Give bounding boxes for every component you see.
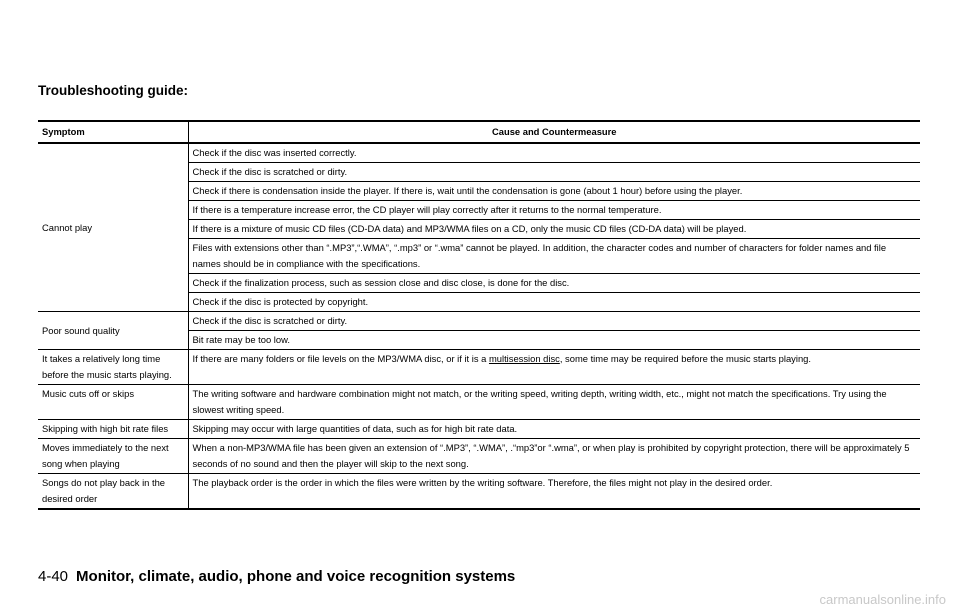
symptom-cell: Songs do not play back in the desired order	[38, 474, 188, 510]
symptom-cell: Cannot play	[38, 143, 188, 312]
table-row	[38, 350, 920, 385]
table-row	[38, 143, 920, 163]
header-symptom: Symptom	[38, 121, 188, 143]
header-cause: Cause and Countermeasure	[188, 121, 920, 143]
cause-cell	[188, 350, 920, 385]
cause-cell: Check if the disc is scratched or dirty.	[188, 312, 920, 331]
cause-text: , some time may be required before the music starts playing.	[559, 353, 811, 364]
cause-cell: If there is a temperature increase error, the CD player will play correctly after it returns to the normal temperature.	[188, 201, 920, 220]
cause-cell: When a non-MP3/WMA file has been given an extension of “.MP3”, “.WMA”, .“mp3”or “.wma”, or when play is prohibited by copyright protection, there will be approximately 5 seconds of no sound and then the player will skip to the next song.	[188, 439, 920, 474]
cause-cell: Check if the disc was inserted correctly.	[188, 143, 920, 163]
table-row	[38, 385, 920, 420]
table-header-row	[38, 121, 920, 143]
cause-cell: Files with extensions other than “.MP3”,“.WMA”, “.mp3” or “.wma” cannot be played. In addition, the character codes and number of characters for folder names and file names should be in compliance with the specifications.	[188, 239, 920, 274]
table-row	[38, 312, 920, 331]
cause-cell: The playback order is the order in which the files were written by the writing software. Therefore, the files might not play in the desired order.	[188, 474, 920, 510]
table-row	[38, 439, 920, 474]
cause-cell: Check if there is condensation inside the player. If there is, wait until the condensation is gone (about 1 hour) before using the player.	[188, 182, 920, 201]
watermark: carmanualsonline.info	[819, 592, 946, 607]
cause-cell: Bit rate may be too low.	[188, 331, 920, 350]
symptom-cell: Poor sound quality	[38, 312, 188, 350]
symptom-cell: Moves immediately to the next song when playing	[38, 439, 188, 474]
symptom-cell: Skipping with high bit rate files	[38, 420, 188, 439]
page-number: 4-40	[38, 568, 69, 585]
cause-text: If there are many folders or file levels on the MP3/WMA disc, or if it is a	[192, 353, 489, 364]
symptom-cell: Music cuts off or skips	[38, 385, 188, 420]
troubleshooting-table	[38, 120, 920, 510]
page-footer	[38, 568, 515, 585]
symptom-cell: It takes a relatively long time before the music starts playing.	[38, 350, 188, 385]
chapter-title: Monitor, climate, audio, phone and voice recognition systems	[76, 568, 516, 585]
multisession-disc-link[interactable]: multisession disc	[488, 353, 560, 364]
cause-cell: The writing software and hardware combination might not match, or the writing speed, writing depth, writing width, etc., might not match the specifications. Try using the slowest writing speed.	[188, 385, 920, 420]
cause-cell: Skipping may occur with large quantities of data, such as for high bit rate data.	[188, 420, 920, 439]
table-row	[38, 420, 920, 439]
cause-cell: Check if the finalization process, such as session close and disc close, is done for the disc.	[188, 274, 920, 293]
cause-cell: Check if the disc is protected by copyright.	[188, 293, 920, 312]
table-row	[38, 474, 920, 510]
cause-cell: If there is a mixture of music CD files (CD-DA data) and MP3/WMA files on a CD, only the music CD files (CD-DA data) will be played.	[188, 220, 920, 239]
section-heading: Troubleshooting guide:	[38, 83, 188, 98]
cause-cell: Check if the disc is scratched or dirty.	[188, 163, 920, 182]
